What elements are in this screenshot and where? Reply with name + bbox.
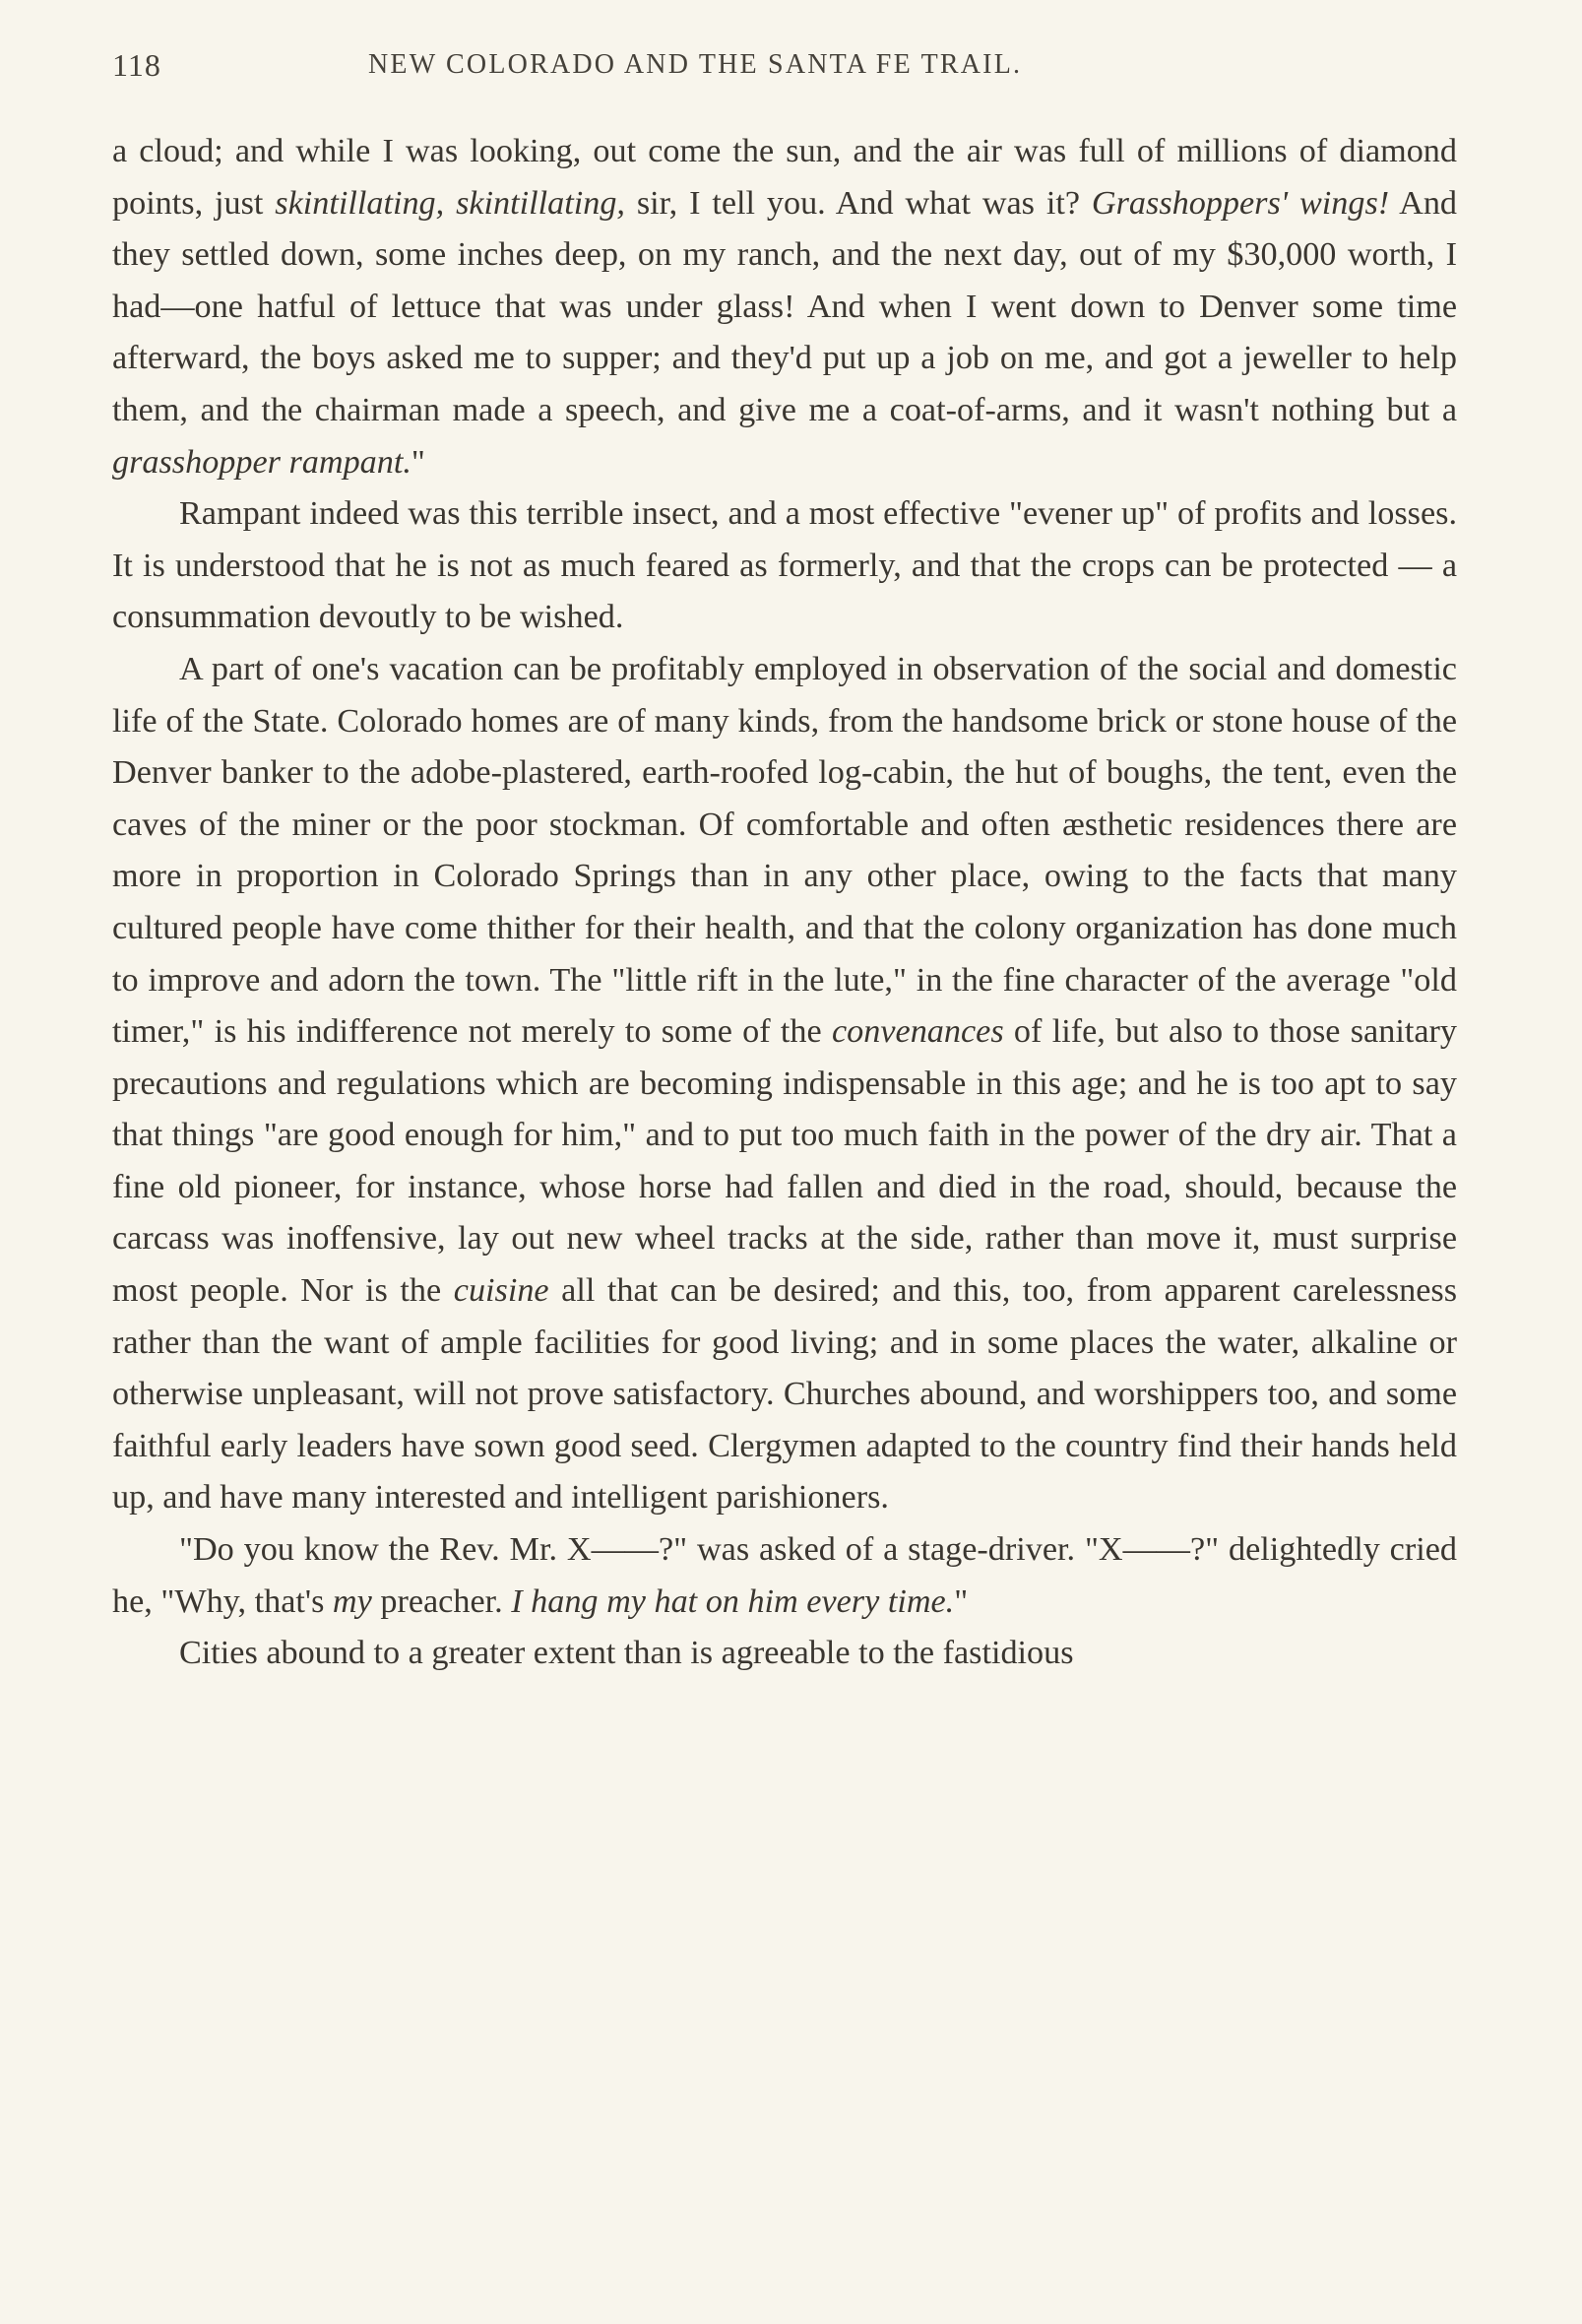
paragraph-4 [112,1524,1457,1628]
text-segment: all that can be desired; and this, too, from apparent carelessness rather than the want of ample facilities for good living; and in some places the water, alkaline or otherwise unpleasant, will not prove satisfactory. Churches abound, and worshippers too, and some faithful early leaders have sown good seed. Clergymen adapted to the country find their hands held up, and have many interested and intelligent parishioners. [112,1272,1458,1517]
text-segment: sir, I tell you. And what was it? [624,184,1092,222]
text-segment: "Do you know the Rev. Mr. X——?" was asked of a stage-driver. "X——?" delightedly cried he, "Why, that's [112,1531,1457,1620]
running-head [112,47,1461,97]
running-title: NEW COLORADO AND THE SANTA FE TRAIL. [368,49,1023,80]
italic-segment: Grasshoppers' wings! [1091,184,1390,222]
paragraph-1 [112,126,1457,488]
text-segment: " [411,443,425,481]
italic-segment: grasshopper rampant. [112,443,411,481]
italic-segment: convenances [831,1013,1004,1051]
paragraph-5 [112,1628,1457,1680]
text-segment: a cloud; and while I was looking, out come the sun, and the air was full of millions of diamond points, just [112,133,1457,222]
text-segment: " [954,1582,969,1620]
text-segment: of life, but also to those sanitary precautions and regulations which are becoming indispensable in this age; and he is too apt to say that things "are good enough for him," and to put too much faith in the power of the dry air. That a fine old pioneer, for instance, whose horse had fallen and died in the road, should, because the carcass was inoffensive, lay out new wheel tracks at the side, rather than move it, must surprise most people. Nor is the [112,1013,1457,1310]
page-number: 118 [112,47,161,83]
italic-segment: I hang my hat on him every time. [511,1582,955,1620]
paragraph-2 [112,488,1457,644]
text-segment: And they settled down, some inches deep, on my ranch, and the next day, out of my $30,000 worth, I had—one hatful of lettuce that was under glass! And when I went down to Denver some time afterward, the boys asked me to supper; and they'd put up a job on me, and got a jeweller to help them, and the chairman made a speech, and give me a coat-of-arms, and it wasn't nothing but a [112,184,1458,428]
body-text [112,126,1457,1680]
text-segment: A part of one's vacation can be profitably employed in observation of the social and domestic life of the State. Colorado homes are of many kinds, from the handsome brick or stone house of the Denver banker to the adobe-plastered, earth-roofed log-cabin, the hut of boughs, the tent, even the caves of the miner or the poor stockman. Of comfortable and often æsthetic residences there are more in proportion in Colorado Springs than in any other place, owing to the facts that many cultured people have come thither for their health, and that the colony organization has done much to improve and adorn the town. The "little rift in the lute," in the fine character of the average "old timer," is his indifference not merely to some of the [112,650,1457,1051]
text-segment: preacher. [371,1582,512,1620]
italic-segment: cuisine [453,1272,549,1310]
text-segment: Rampant indeed was this terrible insect, and a most effective "evener up" of profits and losses. It is understood that he is not as much feared as formerly, and that the crops can be protected — a consummation devoutly to be wished. [112,495,1457,636]
text-segment: Cities abound to a greater extent than is agreeable to the fastidious [179,1635,1074,1672]
paragraph-3 [112,644,1457,1524]
italic-segment: skintillating, skintillating, [275,184,625,222]
italic-segment: my [332,1582,372,1620]
